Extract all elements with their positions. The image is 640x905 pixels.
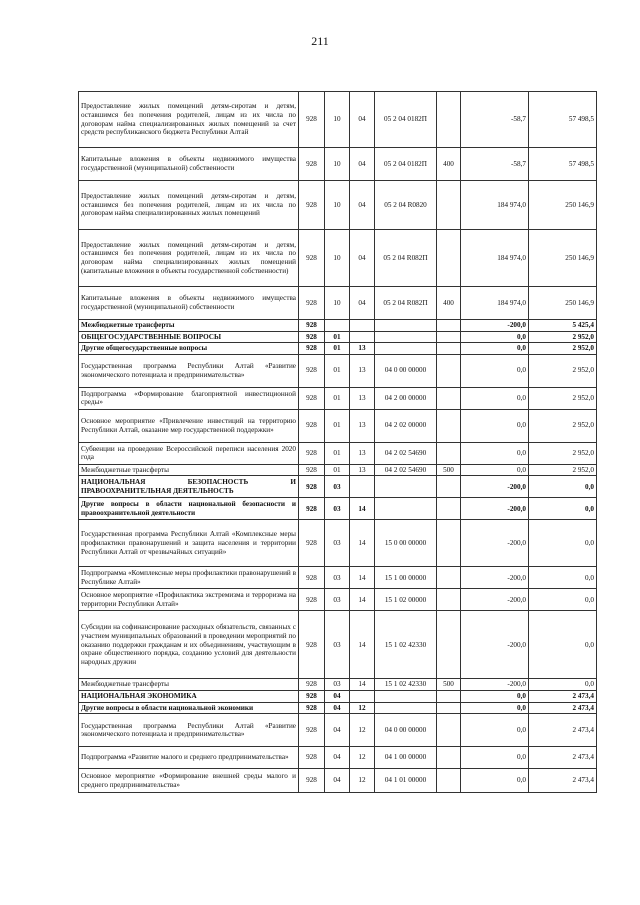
row-target-code-cell: 15 1 02 00000 <box>375 589 437 611</box>
row-target-code-cell <box>375 343 437 355</box>
table-row <box>79 354 597 387</box>
row-name-cell: Предоставление жилых помещений детям-сиротам и детям, оставшимся без попечения родителей, лицам из их числа по договорам найма специализированных жилых помещений за счет средств республиканского бюджета Республики Алтай <box>79 92 299 148</box>
table-row <box>79 331 597 343</box>
row-target-code-cell: 05 2 04 R082П <box>375 230 437 287</box>
table-row <box>79 476 597 498</box>
budget-table <box>78 91 597 793</box>
row-amount-total-cell: 0,0 <box>529 679 597 691</box>
table-row <box>79 702 597 714</box>
row-section-cell: 01 <box>325 442 350 464</box>
row-amount-total-cell: 0,0 <box>529 611 597 679</box>
row-amount-total-cell: 250 146,9 <box>529 181 597 230</box>
row-amount-change-cell: 0,0 <box>461 690 529 702</box>
row-subsection-cell: 12 <box>350 714 375 747</box>
row-amount-total-cell: 2 473,4 <box>529 702 597 714</box>
row-amount-change-cell: 0,0 <box>461 343 529 355</box>
row-expense-type-cell <box>437 320 461 332</box>
row-amount-change-cell: 0,0 <box>461 387 529 409</box>
table-row <box>79 747 597 769</box>
row-expense-type-cell <box>437 92 461 148</box>
row-expense-type-cell <box>437 354 461 387</box>
row-section-cell: 10 <box>325 148 350 181</box>
row-subsection-cell: 14 <box>350 567 375 589</box>
row-grbs-cell: 928 <box>299 679 325 691</box>
row-target-code-cell: 04 2 02 54690 <box>375 442 437 464</box>
row-name-cell: НАЦИОНАЛЬНАЯ ЭКОНОМИКА <box>79 690 299 702</box>
row-amount-total-cell: 5 425,4 <box>529 320 597 332</box>
row-expense-type-cell <box>437 589 461 611</box>
row-target-code-cell: 04 2 00 00000 <box>375 387 437 409</box>
row-grbs-cell: 928 <box>299 476 325 498</box>
row-name-cell: Основное мероприятие «Профилактика экстремизма и терроризма на территории Республики Алтай» <box>79 589 299 611</box>
row-section-cell: 03 <box>325 611 350 679</box>
table-row <box>79 520 597 567</box>
row-target-code-cell <box>375 331 437 343</box>
row-amount-total-cell: 2 473,4 <box>529 747 597 769</box>
row-name-cell: Другие вопросы в области национальной безопасности и правоохранительной деятельности <box>79 498 299 520</box>
row-target-code-cell: 15 1 02 42330 <box>375 611 437 679</box>
row-subsection-cell: 12 <box>350 747 375 769</box>
row-expense-type-cell <box>437 181 461 230</box>
row-target-code-cell <box>375 690 437 702</box>
row-expense-type-cell: 500 <box>437 679 461 691</box>
row-name-cell: Подпрограмма «Развитие малого и среднего предпринимательства» <box>79 747 299 769</box>
row-amount-total-cell: 2 473,4 <box>529 769 597 793</box>
row-subsection-cell: 04 <box>350 230 375 287</box>
row-subsection-cell: 04 <box>350 148 375 181</box>
row-grbs-cell: 928 <box>299 354 325 387</box>
row-target-code-cell: 04 2 02 54690 <box>375 464 437 476</box>
table-row <box>79 679 597 691</box>
row-subsection-cell: 04 <box>350 287 375 320</box>
row-amount-change-cell: 184 974,0 <box>461 181 529 230</box>
row-subsection-cell: 04 <box>350 181 375 230</box>
row-subsection-cell: 13 <box>350 343 375 355</box>
row-expense-type-cell: 500 <box>437 464 461 476</box>
table-row <box>79 181 597 230</box>
row-target-code-cell <box>375 320 437 332</box>
row-grbs-cell: 928 <box>299 409 325 442</box>
row-amount-total-cell: 2 473,4 <box>529 714 597 747</box>
row-amount-change-cell: -200,0 <box>461 589 529 611</box>
row-amount-total-cell: 0,0 <box>529 567 597 589</box>
row-name-cell: Межбюджетные трансферты <box>79 464 299 476</box>
row-section-cell: 01 <box>325 343 350 355</box>
row-expense-type-cell <box>437 442 461 464</box>
row-section-cell: 03 <box>325 476 350 498</box>
table-row <box>79 320 597 332</box>
row-subsection-cell: 13 <box>350 354 375 387</box>
row-expense-type-cell <box>437 476 461 498</box>
row-amount-total-cell: 0,0 <box>529 589 597 611</box>
row-section-cell: 03 <box>325 498 350 520</box>
row-name-cell: Предоставление жилых помещений детям-сиротам и детям, оставшимся без попечения родителей, лицам из их числа по договорам найма специализированных жилых помещений <box>79 181 299 230</box>
row-subsection-cell: 14 <box>350 520 375 567</box>
row-name-cell: Межбюджетные трансферты <box>79 679 299 691</box>
row-name-cell: НАЦИОНАЛЬНАЯ БЕЗОПАСНОСТЬ И ПРАВООХРАНИТЕЛЬНАЯ ДЕЯТЕЛЬНОСТЬ <box>79 476 299 498</box>
table-row <box>79 409 597 442</box>
row-amount-change-cell: 184 974,0 <box>461 287 529 320</box>
row-expense-type-cell <box>437 409 461 442</box>
row-section-cell: 04 <box>325 714 350 747</box>
row-amount-change-cell: -200,0 <box>461 498 529 520</box>
row-amount-total-cell: 2 473,4 <box>529 690 597 702</box>
row-grbs-cell: 928 <box>299 343 325 355</box>
row-amount-change-cell: 0,0 <box>461 354 529 387</box>
row-name-cell: Субвенции на проведение Всероссийской переписи населения 2020 года <box>79 442 299 464</box>
row-target-code-cell <box>375 702 437 714</box>
row-amount-change-cell: -58,7 <box>461 148 529 181</box>
row-amount-total-cell: 2 952,0 <box>529 409 597 442</box>
row-amount-change-cell: -200,0 <box>461 320 529 332</box>
row-name-cell: Государственная программа Республики Алтай «Развитие экономического потенциала и предпринимательства» <box>79 354 299 387</box>
row-section-cell: 04 <box>325 747 350 769</box>
row-grbs-cell: 928 <box>299 464 325 476</box>
row-expense-type-cell <box>437 230 461 287</box>
row-name-cell: Капитальные вложения в объекты недвижимого имущества государственной (муниципальной) собственности <box>79 148 299 181</box>
row-amount-total-cell: 0,0 <box>529 520 597 567</box>
row-amount-total-cell: 0,0 <box>529 476 597 498</box>
row-subsection-cell: 13 <box>350 387 375 409</box>
table-row <box>79 343 597 355</box>
row-expense-type-cell: 400 <box>437 287 461 320</box>
row-grbs-cell: 928 <box>299 148 325 181</box>
table-row <box>79 498 597 520</box>
row-amount-total-cell: 57 498,5 <box>529 148 597 181</box>
row-expense-type-cell <box>437 331 461 343</box>
row-section-cell: 10 <box>325 230 350 287</box>
row-expense-type-cell <box>437 343 461 355</box>
row-section-cell: 04 <box>325 690 350 702</box>
row-section-cell: 10 <box>325 287 350 320</box>
row-amount-total-cell: 0,0 <box>529 498 597 520</box>
row-target-code-cell: 15 1 00 00000 <box>375 567 437 589</box>
row-target-code-cell: 04 2 02 00000 <box>375 409 437 442</box>
row-expense-type-cell <box>437 611 461 679</box>
row-grbs-cell: 928 <box>299 181 325 230</box>
row-grbs-cell: 928 <box>299 747 325 769</box>
table-row <box>79 567 597 589</box>
row-grbs-cell: 928 <box>299 498 325 520</box>
row-section-cell: 01 <box>325 409 350 442</box>
row-subsection-cell: 14 <box>350 611 375 679</box>
row-section-cell: 03 <box>325 567 350 589</box>
row-name-cell: Капитальные вложения в объекты недвижимого имущества государственной (муниципальной) собственности <box>79 287 299 320</box>
row-expense-type-cell <box>437 498 461 520</box>
table-row <box>79 589 597 611</box>
row-grbs-cell: 928 <box>299 287 325 320</box>
table-row <box>79 714 597 747</box>
row-target-code-cell <box>375 476 437 498</box>
row-amount-change-cell: -200,0 <box>461 567 529 589</box>
row-section-cell: 04 <box>325 769 350 793</box>
row-amount-total-cell: 250 146,9 <box>529 287 597 320</box>
row-target-code-cell: 05 2 04 R082П <box>375 287 437 320</box>
row-amount-change-cell: 0,0 <box>461 769 529 793</box>
row-name-cell: Основное мероприятие «Формирование внешней среды малого и среднего предпринимательства» <box>79 769 299 793</box>
table-row <box>79 442 597 464</box>
table-row <box>79 148 597 181</box>
row-section-cell: 03 <box>325 520 350 567</box>
row-expense-type-cell <box>437 747 461 769</box>
row-section-cell: 01 <box>325 464 350 476</box>
row-name-cell: Основное мероприятие «Привлечение инвестиций на территорию Республики Алтай, оказание мер государственной поддержки» <box>79 409 299 442</box>
row-section-cell: 10 <box>325 92 350 148</box>
row-grbs-cell: 928 <box>299 567 325 589</box>
row-amount-total-cell: 2 952,0 <box>529 354 597 387</box>
row-amount-total-cell: 57 498,5 <box>529 92 597 148</box>
row-amount-total-cell: 2 952,0 <box>529 331 597 343</box>
row-grbs-cell: 928 <box>299 714 325 747</box>
row-name-cell: Подпрограмма «Формирование благоприятной инвестиционной среды» <box>79 387 299 409</box>
row-subsection-cell <box>350 320 375 332</box>
table-row <box>79 287 597 320</box>
row-name-cell: Другие общегосударственные вопросы <box>79 343 299 355</box>
row-amount-change-cell: -200,0 <box>461 476 529 498</box>
row-amount-change-cell: 0,0 <box>461 409 529 442</box>
row-target-code-cell: 15 1 02 42330 <box>375 679 437 691</box>
row-grbs-cell: 928 <box>299 92 325 148</box>
row-grbs-cell: 928 <box>299 442 325 464</box>
row-subsection-cell: 12 <box>350 769 375 793</box>
table-row <box>79 92 597 148</box>
row-subsection-cell: 13 <box>350 464 375 476</box>
table-row <box>79 230 597 287</box>
row-expense-type-cell <box>437 520 461 567</box>
row-name-cell: Подпрограмма «Комплексные меры профилактики правонарушений в Республике Алтай» <box>79 567 299 589</box>
row-name-cell: Государственная программа Республики Алтай «Комплексные меры профилактики правонарушений и защита населения и территории Республики Алтай от чрезвычайных ситуаций» <box>79 520 299 567</box>
row-section-cell: 03 <box>325 589 350 611</box>
row-section-cell: 01 <box>325 387 350 409</box>
row-amount-change-cell: -200,0 <box>461 520 529 567</box>
row-target-code-cell: 15 0 00 00000 <box>375 520 437 567</box>
row-target-code-cell: 04 1 00 00000 <box>375 747 437 769</box>
row-amount-change-cell: -200,0 <box>461 679 529 691</box>
row-subsection-cell <box>350 331 375 343</box>
row-section-cell: 04 <box>325 702 350 714</box>
table-row <box>79 387 597 409</box>
row-amount-total-cell: 2 952,0 <box>529 343 597 355</box>
row-amount-change-cell: 0,0 <box>461 747 529 769</box>
row-subsection-cell: 14 <box>350 679 375 691</box>
row-expense-type-cell <box>437 702 461 714</box>
row-grbs-cell: 928 <box>299 387 325 409</box>
budget-table-body <box>79 92 597 793</box>
row-subsection-cell: 13 <box>350 442 375 464</box>
row-expense-type-cell: 400 <box>437 148 461 181</box>
row-amount-change-cell: 0,0 <box>461 331 529 343</box>
table-row <box>79 690 597 702</box>
row-name-cell: Другие вопросы в области национальной экономики <box>79 702 299 714</box>
row-subsection-cell: 14 <box>350 498 375 520</box>
row-expense-type-cell <box>437 690 461 702</box>
row-amount-change-cell: 0,0 <box>461 702 529 714</box>
row-section-cell <box>325 320 350 332</box>
row-grbs-cell: 928 <box>299 520 325 567</box>
row-expense-type-cell <box>437 714 461 747</box>
row-subsection-cell <box>350 476 375 498</box>
row-amount-total-cell: 2 952,0 <box>529 387 597 409</box>
row-amount-total-cell: 2 952,0 <box>529 464 597 476</box>
page-number: 211 <box>311 34 329 48</box>
row-target-code-cell: 05 2 04 R0820 <box>375 181 437 230</box>
table-row <box>79 464 597 476</box>
row-section-cell: 01 <box>325 331 350 343</box>
row-grbs-cell: 928 <box>299 702 325 714</box>
row-grbs-cell: 928 <box>299 230 325 287</box>
row-target-code-cell: 05 2 04 0182П <box>375 92 437 148</box>
row-expense-type-cell <box>437 567 461 589</box>
row-target-code-cell: 04 0 00 00000 <box>375 354 437 387</box>
row-grbs-cell: 928 <box>299 611 325 679</box>
table-row <box>79 611 597 679</box>
row-name-cell: Предоставление жилых помещений детям-сиротам и детям, оставшимся без попечения родителей, лицам из их числа по договорам найма специализированных жилых помещений (капитальные вложения в объекты государственной собственности) <box>79 230 299 287</box>
row-amount-change-cell: 0,0 <box>461 464 529 476</box>
row-subsection-cell <box>350 690 375 702</box>
row-section-cell: 10 <box>325 181 350 230</box>
row-name-cell: Межбюджетные трансферты <box>79 320 299 332</box>
row-amount-change-cell: -58,7 <box>461 92 529 148</box>
row-target-code-cell <box>375 498 437 520</box>
row-section-cell: 03 <box>325 679 350 691</box>
row-grbs-cell: 928 <box>299 690 325 702</box>
row-amount-change-cell: 184 974,0 <box>461 230 529 287</box>
row-amount-total-cell: 2 952,0 <box>529 442 597 464</box>
row-subsection-cell: 14 <box>350 589 375 611</box>
row-grbs-cell: 928 <box>299 331 325 343</box>
row-name-cell: ОБЩЕГОСУДАРСТВЕННЫЕ ВОПРОСЫ <box>79 331 299 343</box>
row-target-code-cell: 04 0 00 00000 <box>375 714 437 747</box>
row-amount-change-cell: 0,0 <box>461 442 529 464</box>
row-grbs-cell: 928 <box>299 320 325 332</box>
row-grbs-cell: 928 <box>299 589 325 611</box>
row-amount-change-cell: 0,0 <box>461 714 529 747</box>
row-subsection-cell: 13 <box>350 409 375 442</box>
table-row <box>79 769 597 793</box>
row-name-cell: Субсидии на софинансирование расходных обязательств, связанных с участием муниципальных образований в проведении мероприятий по оказанию поддержки гражданам и их объединениям, участвующим в охране общественного порядка, созданию условий для деятельности народных дружин <box>79 611 299 679</box>
row-subsection-cell: 12 <box>350 702 375 714</box>
row-expense-type-cell <box>437 769 461 793</box>
row-amount-change-cell: -200,0 <box>461 611 529 679</box>
row-subsection-cell: 04 <box>350 92 375 148</box>
row-target-code-cell: 05 2 04 0182П <box>375 148 437 181</box>
row-target-code-cell: 04 1 01 00000 <box>375 769 437 793</box>
row-section-cell: 01 <box>325 354 350 387</box>
row-expense-type-cell <box>437 387 461 409</box>
row-amount-total-cell: 250 146,9 <box>529 230 597 287</box>
row-name-cell: Государственная программа Республики Алтай «Развитие экономического потенциала и предпринимательства» <box>79 714 299 747</box>
row-grbs-cell: 928 <box>299 769 325 793</box>
